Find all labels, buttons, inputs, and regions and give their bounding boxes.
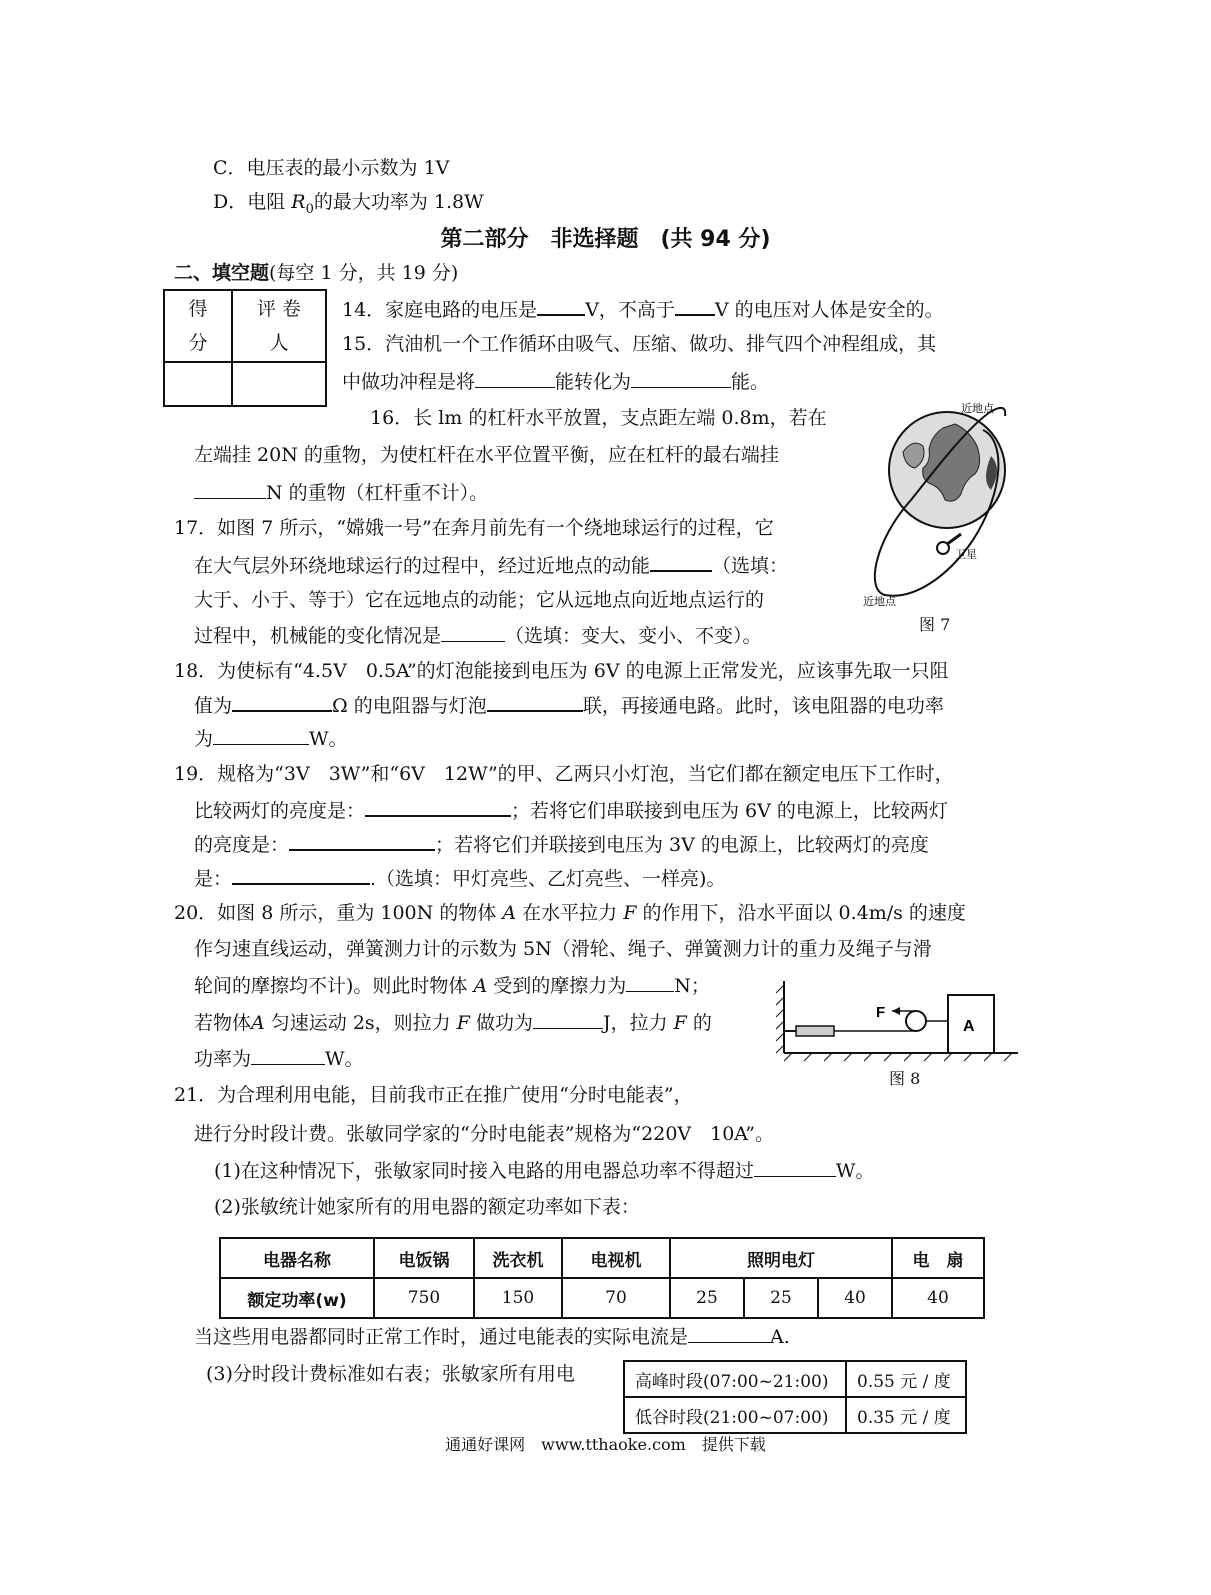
option-c: C．电压表的最小示数为 1V bbox=[213, 157, 450, 179]
appliance-fan: 电 扇 bbox=[892, 1238, 984, 1278]
answer-blank[interactable] bbox=[213, 726, 309, 745]
fig7-near-label: 近地点 bbox=[863, 596, 896, 608]
tariff-period: 低谷时段(21:00~07:00) bbox=[624, 1397, 846, 1433]
question-17-line4: 过程中，机械能的变化情况是 （选填：变大、变小、不变）。 bbox=[194, 625, 762, 647]
question-21-current: 当这些用电器都同时正常工作时，通过电能表的实际电流是 A. bbox=[194, 1326, 790, 1348]
appliance-lights: 照明电灯 bbox=[670, 1238, 892, 1278]
appliance-power-table bbox=[219, 1237, 985, 1319]
fig8-force-label: F bbox=[876, 1004, 886, 1021]
score-box bbox=[163, 289, 327, 407]
figure-8-pulley bbox=[772, 975, 1022, 1065]
question-20-line1: 20．如图 8 所示，重为 100N 的物体 A 在水平拉力 F 的作用下，沿水平面以 0.4m/s 的速度 bbox=[174, 902, 966, 924]
question-18-line3: 为 W。 bbox=[194, 728, 348, 750]
question-21-part3: (3)分时段计费标准如右表；张敏家所有用电 bbox=[206, 1363, 575, 1385]
part-title: 第二部分 非选择题 (共 94 分) bbox=[440, 227, 771, 252]
answer-blank[interactable] bbox=[626, 973, 674, 992]
question-19-line1: 19．规格为“3V 3W”和“6V 12W”的甲、乙两只小灯泡，当它们都在额定电压下工作时， bbox=[174, 763, 954, 785]
answer-blank[interactable] bbox=[533, 1010, 603, 1029]
grader-cell[interactable] bbox=[232, 362, 326, 406]
question-21-part2: (2)张敏统计她家所有的用电器的额定功率如下表： bbox=[214, 1196, 640, 1218]
power-value: 25 bbox=[670, 1278, 744, 1318]
power-value: 40 bbox=[818, 1278, 892, 1318]
answer-blank[interactable] bbox=[675, 296, 715, 316]
question-19-line2: 比较两灯的亮度是： ；若将它们串联接到电压为 6V 的电源上，比较两灯 bbox=[194, 797, 948, 823]
question-19-line4: 是： .（选填：甲灯亮些、乙灯亮些、一样亮)。 bbox=[194, 865, 725, 891]
answer-blank[interactable] bbox=[631, 369, 731, 388]
question-18-line1: 18．为使标有“4.5V 0.5A”的灯泡能接到电压为 6V 的电源上正常发光，应该事先取一只阻 bbox=[174, 660, 949, 682]
tariff-price: 0.35 元 / 度 bbox=[846, 1397, 966, 1433]
col-header-name: 电器名称 bbox=[220, 1238, 374, 1278]
question-19-line3: 的亮度是： ；若将它们并联接到电压为 3V 的电源上，比较两灯的亮度 bbox=[194, 831, 929, 857]
appliance-tv: 电视机 bbox=[562, 1238, 670, 1278]
grader-label-cell: 评 卷 人 bbox=[232, 290, 326, 362]
answer-blank[interactable] bbox=[232, 692, 332, 712]
question-15-line2: 中做功冲程是将 能转化为 能。 bbox=[342, 371, 770, 393]
answer-blank[interactable] bbox=[232, 865, 370, 885]
question-21-line1: 21．为合理利用电能，目前我市正在推广使用“分时电能表”， bbox=[174, 1084, 693, 1106]
question-17-line1: 17．如图 7 所示，“嫦娥一号”在奔月前先有一个绕地球运行的过程，它 bbox=[174, 517, 774, 539]
answer-blank[interactable] bbox=[487, 692, 583, 712]
question-17-line3: 大于、小于、等于）它在远地点的动能；它从远地点向近地点运行的 bbox=[194, 589, 765, 611]
answer-blank[interactable] bbox=[251, 1046, 325, 1065]
answer-blank[interactable] bbox=[754, 1158, 836, 1177]
section-heading: 二、填空题(每空 1 分，共 19 分) bbox=[174, 262, 459, 284]
question-20-line5: 功率为 W。 bbox=[194, 1048, 364, 1070]
power-value: 750 bbox=[374, 1278, 474, 1318]
tariff-period: 高峰时段(07:00~21:00) bbox=[624, 1361, 846, 1397]
question-20-line2: 作匀速直线运动，弹簧测力计的示数为 5N（滑轮、绳子、弹簧测力计的重力及绳子与滑 bbox=[194, 938, 932, 960]
footer-source: 通通好课网 www.tthaoke.com 提供下载 bbox=[445, 1435, 766, 1454]
row-header-rating: 额定功率(w) bbox=[220, 1278, 374, 1318]
figure-7-caption: 图 7 bbox=[919, 615, 951, 634]
question-16-line2: 左端挂 20N 的重物，为使杠杆在水平位置平衡，应在杠杆的最右端挂 bbox=[194, 444, 779, 466]
question-16-line1: 16．长 lm 的杠杆水平放置，支点距左端 0.8m，若在 bbox=[370, 407, 827, 429]
question-20-line4: 若物体A 匀速运动 2s，则拉力 F 做功为 J，拉力 F 的 bbox=[194, 1012, 712, 1034]
figure-8-caption: 图 8 bbox=[889, 1069, 921, 1088]
answer-blank[interactable] bbox=[688, 1324, 770, 1343]
tariff-table bbox=[623, 1360, 967, 1434]
answer-blank[interactable] bbox=[365, 797, 511, 817]
answer-blank[interactable] bbox=[289, 831, 435, 851]
score-label-cell: 得 分 bbox=[164, 290, 232, 362]
power-value: 150 bbox=[474, 1278, 562, 1318]
question-21-part1: (1)在这种情况下，张敏家同时接入电路的用电器总功率不得超过 W。 bbox=[214, 1160, 875, 1182]
appliance-rice-cooker: 电饭锅 bbox=[374, 1238, 474, 1278]
answer-blank[interactable] bbox=[537, 296, 585, 316]
fig7-far-label: 近地点 bbox=[961, 403, 994, 415]
power-value: 40 bbox=[892, 1278, 984, 1318]
question-16-line3: N 的重物（杠杆重不计）。 bbox=[194, 480, 488, 505]
option-d: D．电阻 $R_0$的最大功率为 1.8W bbox=[213, 191, 484, 217]
score-cell[interactable] bbox=[164, 362, 232, 406]
answer-blank[interactable] bbox=[194, 480, 266, 499]
question-18-line2: 值为 Ω 的电阻器与灯泡 联，再接通电路。此时，该电阻器的电功率 bbox=[194, 692, 944, 718]
fig8-block-label: A bbox=[963, 1018, 975, 1035]
question-15-line1: 15．汽油机一个工作循环由吸气、压缩、做功、排气四个冲程组成，其 bbox=[342, 333, 937, 355]
question-21-line2: 进行分时段计费。张敏同学家的“分时电能表”规格为“220V 10A”。 bbox=[194, 1123, 774, 1145]
question-20-line3: 轮间的摩擦均不计)。则此时物体 A 受到的摩擦力为 N； bbox=[194, 975, 710, 997]
answer-blank[interactable] bbox=[441, 623, 505, 642]
question-14: 14．家庭电路的电压是 V，不高于 V 的电压对人体是安全的。 bbox=[342, 296, 944, 322]
answer-blank[interactable] bbox=[650, 552, 712, 572]
figure-7-earth-orbit bbox=[855, 400, 1025, 635]
power-value: 70 bbox=[562, 1278, 670, 1318]
fig7-sat-label: 卫星 bbox=[955, 549, 977, 561]
answer-blank[interactable] bbox=[475, 369, 555, 388]
question-17-line2: 在大气层外环绕地球运行的过程中，经过近地点的动能 （选填： bbox=[194, 552, 788, 578]
appliance-washer: 洗衣机 bbox=[474, 1238, 562, 1278]
tariff-price: 0.55 元 / 度 bbox=[846, 1361, 966, 1397]
power-value: 25 bbox=[744, 1278, 818, 1318]
